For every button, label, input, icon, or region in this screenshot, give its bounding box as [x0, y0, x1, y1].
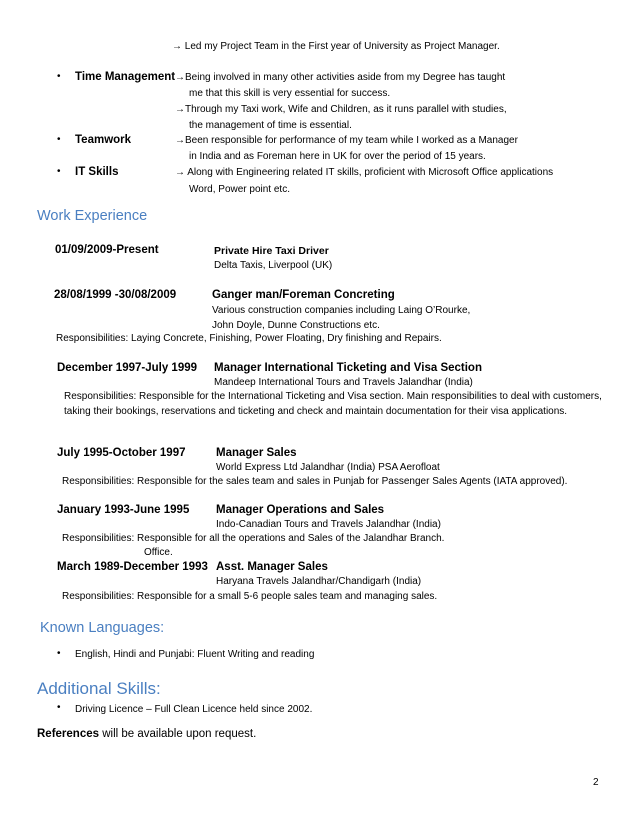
job-employer: Delta Taxis, Liverpool (UK)	[214, 260, 333, 271]
skill-line: the management of time is essential.	[189, 120, 352, 131]
references-label: References	[37, 728, 100, 740]
job-dates: December 1997-July 1999	[57, 362, 198, 374]
skill-line: me that this skill is very essential for success.	[189, 88, 391, 99]
project-manager-line: → Led my Project Team in the First year of University as Project Manager.	[172, 41, 500, 52]
job-dates: March 1989-December 1993	[57, 561, 208, 573]
skill-line: →Being involved in many other activities aside from my Degree has taught	[175, 72, 506, 83]
job-employer: Various construction companies including Laing O’Rourke,	[212, 305, 471, 316]
languages-item: English, Hindi and Punjabi: Fluent Writing and reading	[75, 649, 315, 660]
job-title: Asst. Manager Sales	[216, 561, 328, 573]
known-languages-heading: Known Languages:	[40, 620, 165, 636]
references-text: will be available upon request.	[99, 728, 257, 740]
job-employer: Indo-Canadian Tours and Travels Jalandhar (India)	[216, 519, 441, 530]
job-employer: Haryana Travels Jalandhar/Chandigarh (India)	[216, 576, 422, 587]
skill-line: Word, Power point etc.	[189, 184, 290, 195]
job-dates: 28/08/1999 -30/08/2009	[54, 289, 177, 301]
job-title: Manager International Ticketing and Visa Section	[214, 362, 482, 374]
job-title: Private Hire Taxi Driver	[214, 245, 329, 257]
skill-line: → Along with Engineering related IT skills, proficient with Microsoft Office applications	[175, 167, 554, 178]
job-responsibilities: Responsibilities: Laying Concrete, Finishing, Power Floating, Dry finishing and Repairs.	[56, 333, 442, 344]
bullet: •	[57, 71, 61, 82]
references-line	[37, 728, 256, 740]
skill-line: →Been responsible for performance of my team while I worked as a Manager	[175, 135, 518, 146]
skill-line: in India and as Foreman here in UK for over the period of 15 years.	[189, 151, 486, 162]
job-responsibilities: Responsibilities: Responsible for the sales team and sales in Punjab for Passenger Sales Agents (IATA approved).	[62, 476, 568, 487]
job-dates: January 1993-June 1995	[57, 504, 190, 516]
additional-skills-heading: Additional Skills:	[37, 679, 161, 698]
bullet: •	[57, 166, 61, 177]
job-dates: July 1995-October 1997	[57, 447, 186, 459]
page-number: 2	[593, 777, 599, 788]
bullet: •	[57, 648, 61, 659]
skill-name-it-skills: IT Skills	[75, 166, 119, 178]
work-experience-heading: Work Experience	[37, 208, 148, 224]
additional-skills-item: Driving Licence – Full Clean Licence held since 2002.	[75, 704, 313, 715]
job-responsibilities: Office.	[144, 547, 173, 558]
job-responsibilities: Responsibilities: Responsible for all the operations and Sales of the Jalandhar Branch.	[62, 533, 445, 544]
job-title: Ganger man/Foreman Concreting	[212, 289, 395, 301]
bullet: •	[57, 134, 61, 145]
bullet: •	[57, 702, 61, 713]
job-dates: 01/09/2009-Present	[55, 244, 159, 256]
job-title: Manager Sales	[216, 447, 297, 459]
job-employer: John Doyle, Dunne Constructions etc.	[212, 320, 380, 331]
skill-name-time-management: Time Management	[75, 71, 176, 83]
job-responsibilities: Responsibilities: Responsible for the International Ticketing and Visa section. Main responsibilities to deal with customers, taking their bookings, reservations and ticketing and check and maintain documentation for their visa applications.	[64, 391, 602, 417]
job-employer: World Express Ltd Jalandhar (India) PSA Aerofloat	[216, 462, 440, 473]
job-title: Manager Operations and Sales	[216, 504, 385, 516]
job-responsibilities: Responsibilities: Responsible for a small 5-6 people sales team and managing sales.	[62, 591, 438, 602]
job-employer: Mandeep International Tours and Travels Jalandhar (India)	[214, 377, 473, 388]
skill-line: →Through my Taxi work, Wife and Children, as it runs parallel with studies,	[175, 104, 507, 115]
skill-name-teamwork: Teamwork	[75, 134, 132, 146]
